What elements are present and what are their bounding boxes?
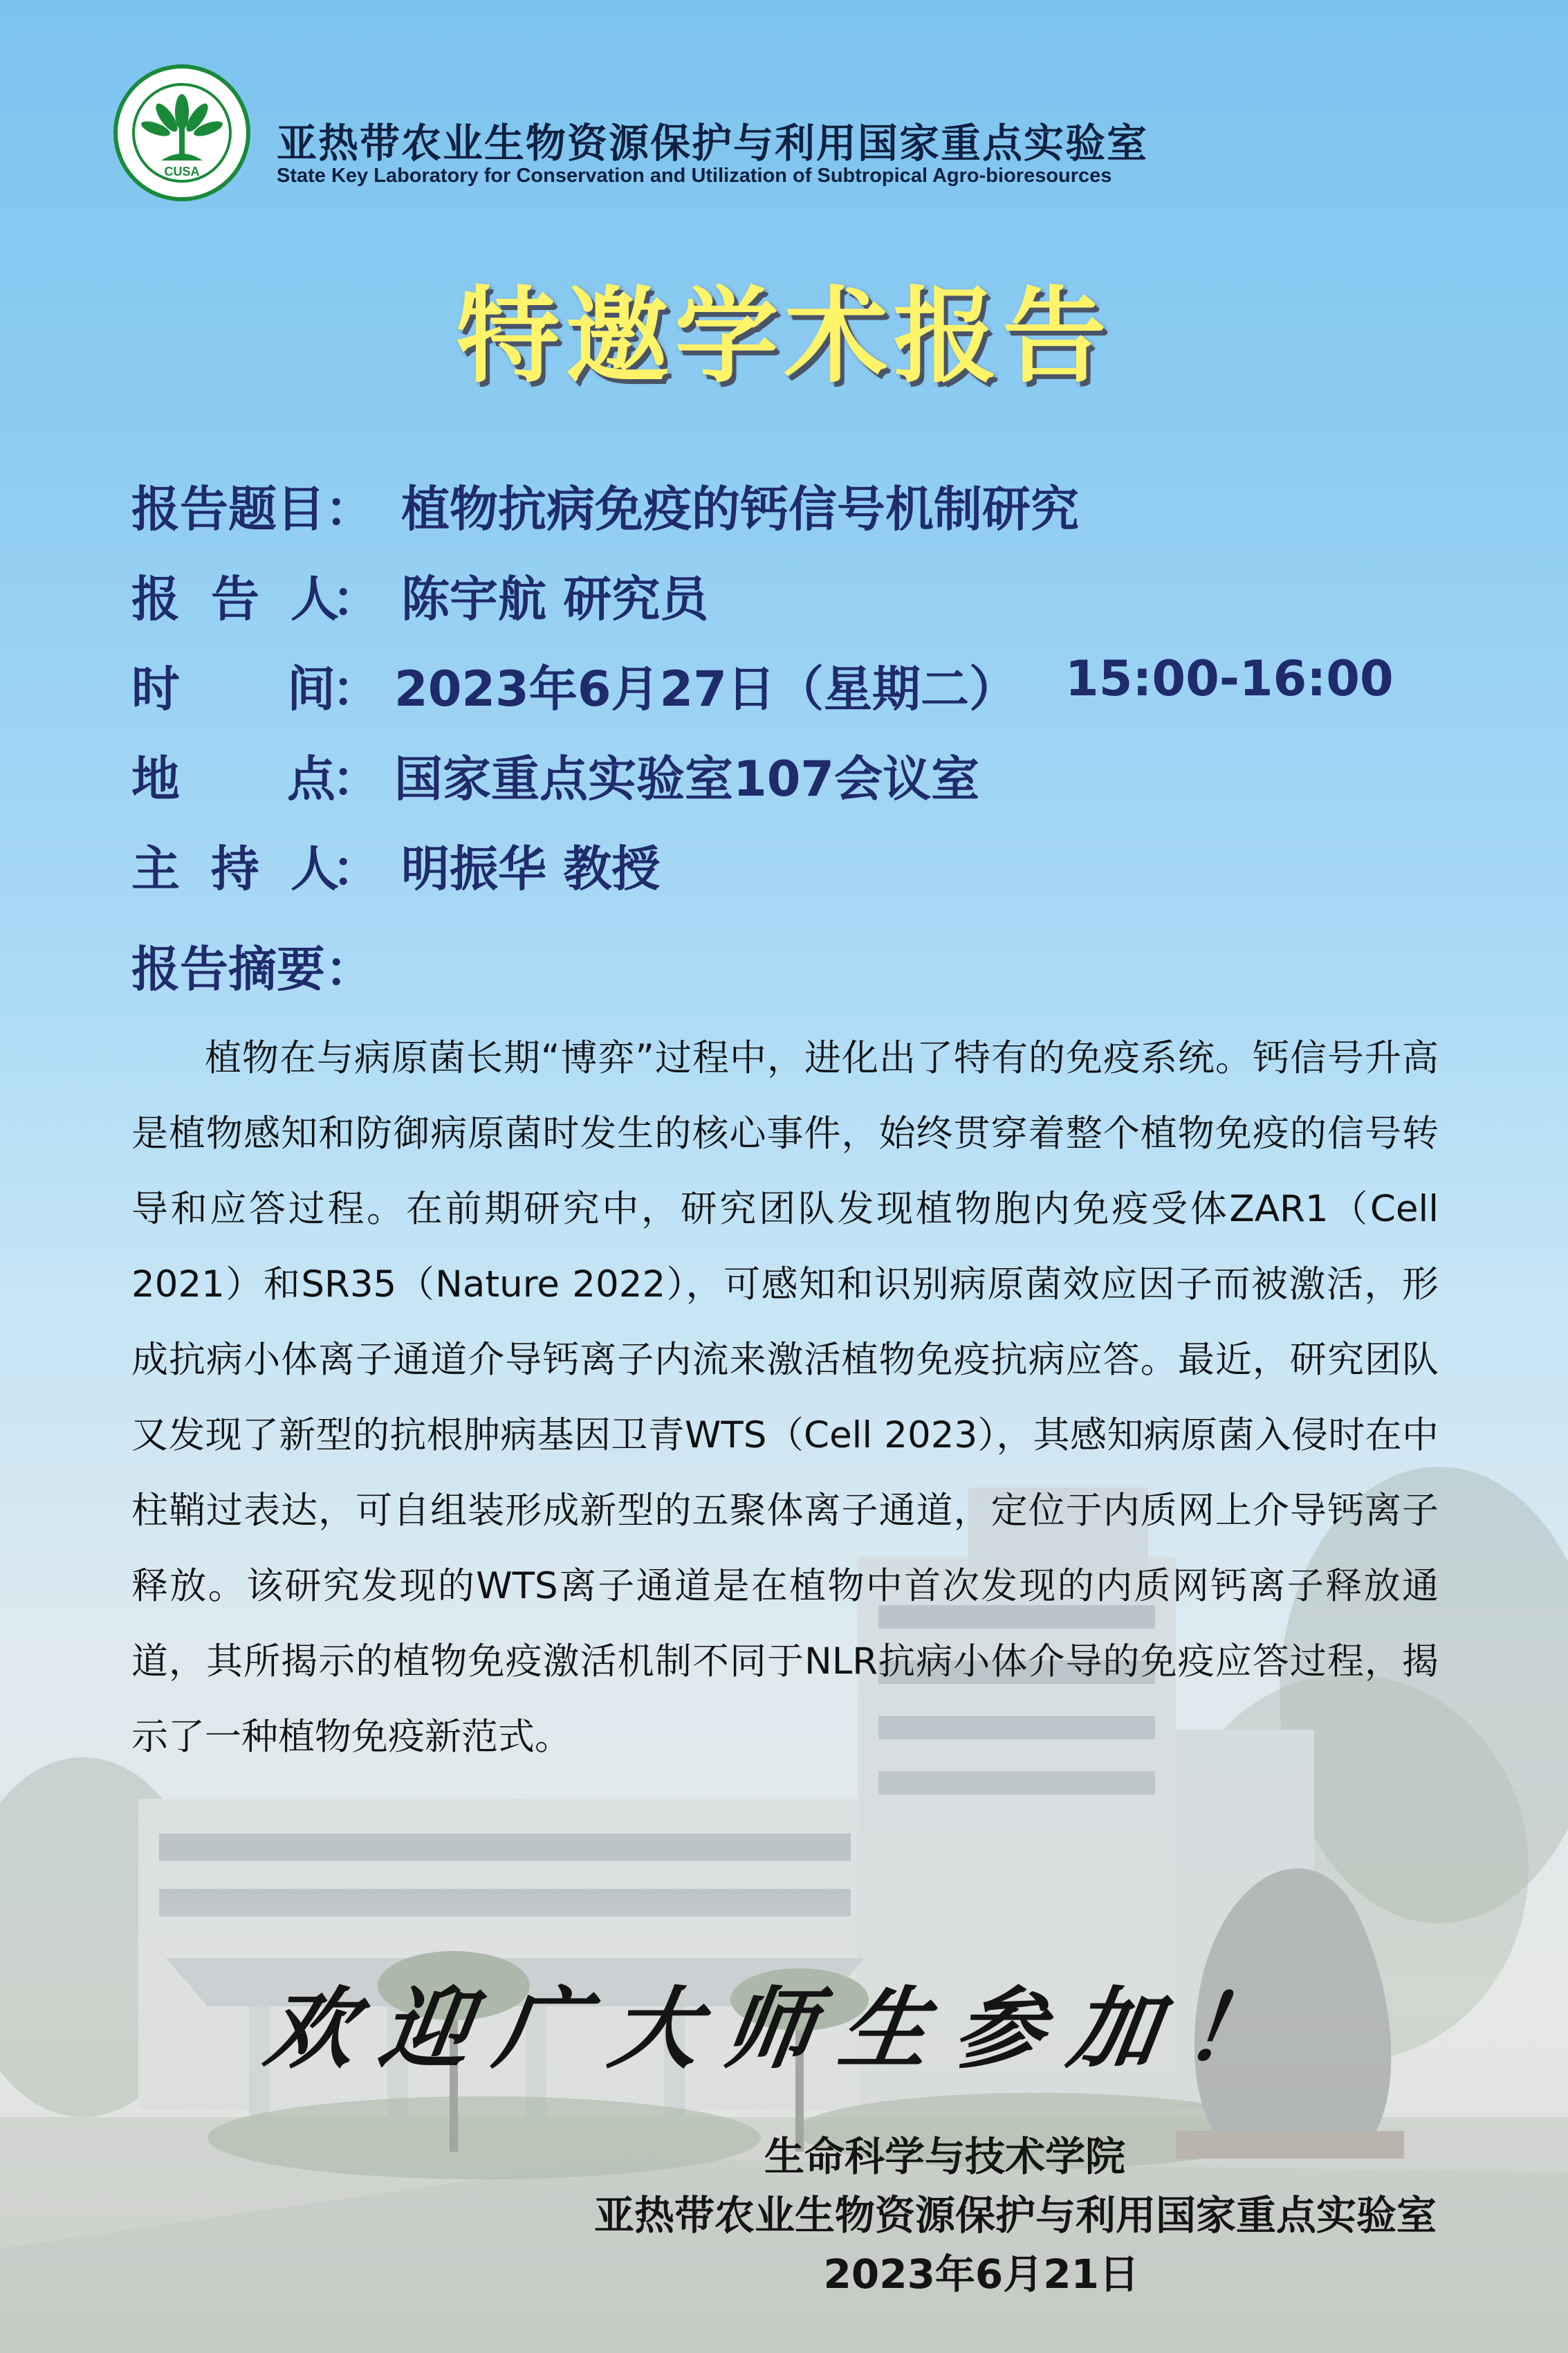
lab-name-en: State Key Laboratory for Conservation and Utilization of Subtropical Agro-bioresources xyxy=(277,165,1112,187)
time-date: 2023年6月27日（星期二） xyxy=(394,661,1017,717)
label-char: 点 xyxy=(287,751,335,807)
label-char: 间 xyxy=(287,661,335,717)
abstract-label: 报告摘要： xyxy=(131,941,373,998)
lab-logo xyxy=(113,64,251,202)
label-char: 目 xyxy=(277,481,325,538)
label-char: 地 xyxy=(131,751,180,807)
colon: ： xyxy=(332,751,380,807)
poster-title: 特邀学术报告 xyxy=(456,277,1112,397)
colon: ： xyxy=(332,841,380,897)
colon: ： xyxy=(332,661,380,717)
info-place xyxy=(131,740,1515,809)
label-char: 持 xyxy=(211,841,259,897)
label-char: 人 xyxy=(290,571,339,628)
colon: ： xyxy=(332,571,380,628)
abstract-text: 植物在与病原菌长期“博弈”过程中，进化出了特有的免疫系统。钙信号升高是植物感知和防御病原菌时发生的核心事件，始终贯穿着整个植物免疫的信号转导和应答过程。在前期研究中，研究团队发现植物胞内免疫受体ZAR1（Cell 2021）和SR35（Nature 2022），可感知和识别病原菌效应因子而被激活，形成抗病小体离子通道介导钙离子内流来激活植物免疫抗病应答。最近，研究团队又发现了新型的抗根肿病基因卫青WTS（Cell 2023），其感知病原菌入侵时在中柱鞘过表达，可自组装形成新型的五聚体离子通道，定位于内质网上介导钙离子释放。该研究发现的WTS离子通道是在植物中首次发现的内质网钙离子释放通道，其所揭示的植物免疫激活机制不同于NLR抗病小体介导的免疫应答过程，揭示了一种植物免疫新范式。 xyxy=(131,1037,1439,1758)
label-char: 主 xyxy=(131,841,180,897)
notice-date: 2023年6月21日 xyxy=(823,2251,1139,2298)
label-char: 人 xyxy=(290,841,339,897)
organizer-college: 生命科学与技术学院 xyxy=(764,2133,1125,2180)
lab-name-cn: 亚热带农业生物资源保护与利用国家重点实验室 xyxy=(277,120,1149,167)
info-speaker xyxy=(131,560,1515,630)
label-char: 报 xyxy=(131,571,180,628)
label-char: 报 xyxy=(131,481,180,538)
organizer-lab: 亚热带农业生物资源保护与利用国家重点实验室 xyxy=(593,2192,1437,2239)
logo-text: CUSA xyxy=(164,165,200,178)
label-char: 题 xyxy=(228,481,277,538)
place-value: 国家重点实验室107会议室 xyxy=(394,751,980,807)
label-char: 时 xyxy=(131,661,180,717)
label-char: 告 xyxy=(211,571,259,628)
topic-value: 植物抗病免疫的钙信号机制研究 xyxy=(401,481,1079,538)
colon: ： xyxy=(325,481,373,538)
info-time xyxy=(131,650,1515,720)
speaker-value: 陈宇航 研究员 xyxy=(401,571,709,628)
host-value: 明振华 教授 xyxy=(401,841,661,897)
info-host xyxy=(131,830,1515,899)
time-range: 15:00-16:00 xyxy=(1065,650,1394,707)
info-topic xyxy=(131,470,1515,540)
label-char: 告 xyxy=(180,481,228,538)
welcome-message: 欢迎广大师生参加！ xyxy=(259,1977,1307,2081)
